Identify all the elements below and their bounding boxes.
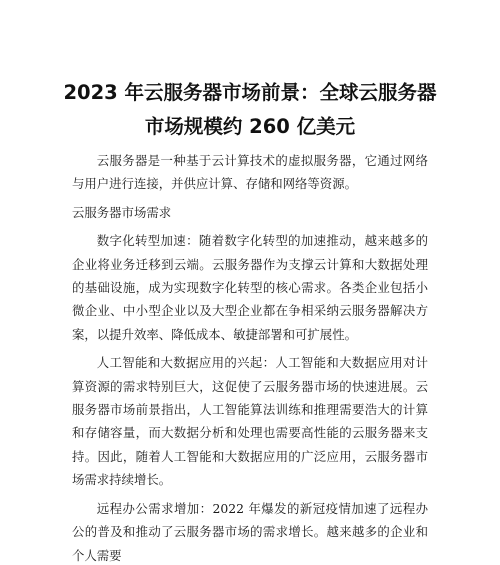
paragraph-intro: 云服务器是一种基于云计算技术的虚拟服务器，它通过网络与用户进行连接，并供应计算、存储和网络等资源。 xyxy=(72,153,428,192)
document-title xyxy=(40,76,460,144)
title-line-2: 市场规模约 260 亿美元 xyxy=(144,115,356,138)
document-body xyxy=(72,149,428,565)
title-line-1: 2023 年云服务器市场前景：全球云服务器 xyxy=(63,81,437,104)
paragraph-digital-transformation: 数字化转型加速：随着数字化转型的加速推动，越来越多的企业将业务迁移到云端。云服务器作为支撑云计算和大数据处理的基础设施，成为实现数字化转型的核心需求。各类企业包括小微企业、中小型企业以及大型企业都在争相采纳云服务器解决方案，以提升效率、降低成本、敏捷部署和可扩展性。 xyxy=(72,233,428,342)
paragraph-remote-work: 远程办公需求增加：2022 年爆发的新冠疫情加速了远程办公的普及和推动了云服务器市场的需求增长。越来越多的企业和个人需要 xyxy=(72,500,428,563)
section-heading: 云服务器市场需求 xyxy=(72,204,172,220)
paragraph-ai-bigdata: 人工智能和大数据应用的兴起：人工智能和大数据应用对计算资源的需求特别巨大，这促使了云服务器市场的快速进展。云服务器市场前景指出，人工智能算法训练和推理需要浩大的计算和存储容量，而大数据分析和处理也需要高性能的云服务器来支持。因此，随着人工智能和大数据应用的广泛应用，云服务器市场需求持续增长。 xyxy=(72,355,428,488)
